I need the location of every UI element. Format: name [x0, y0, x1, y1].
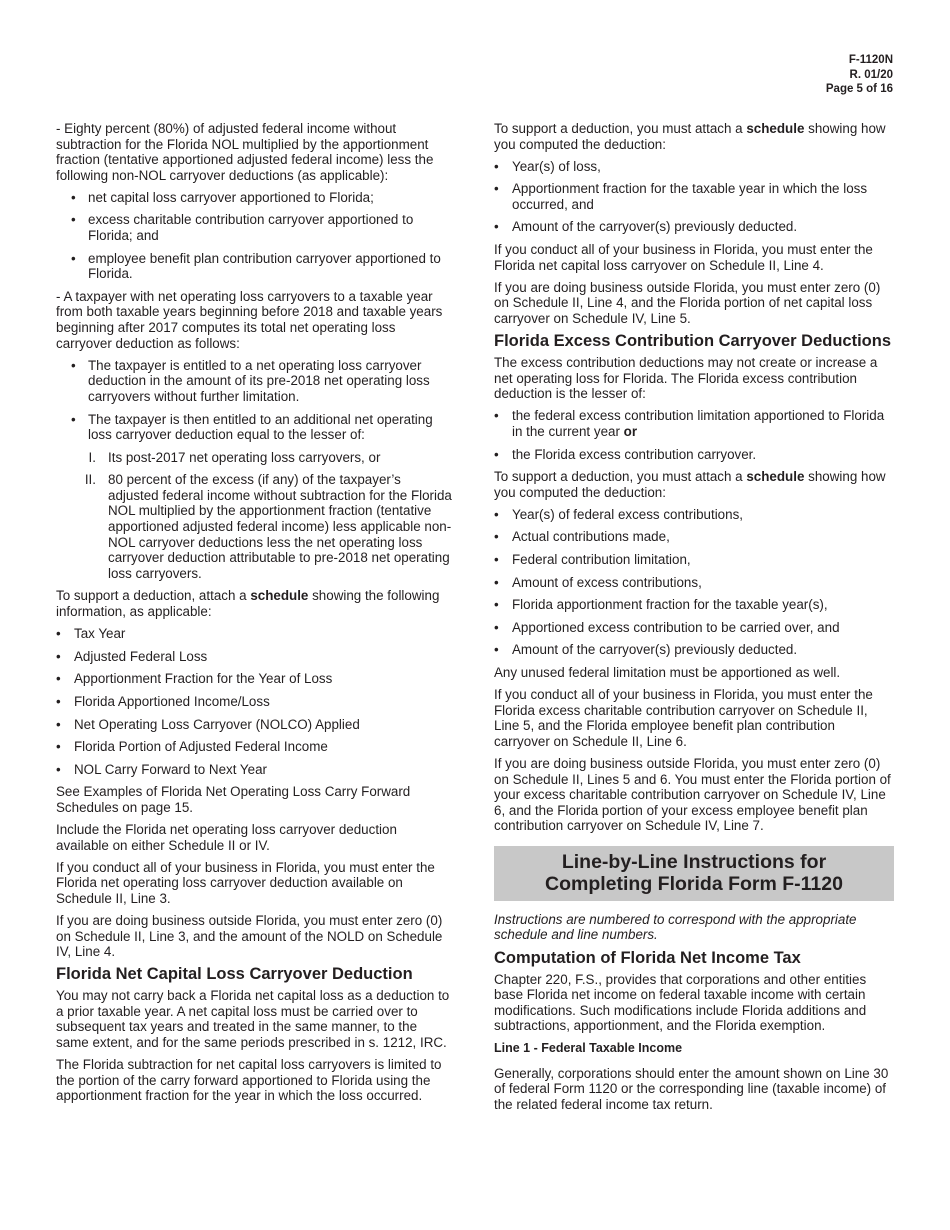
paragraph: See Examples of Florida Net Operating Loss Carry Forward Schedules on page 15.: [56, 784, 411, 815]
paragraph: Chapter 220, F.S., provides that corporations and other entities base Florida net income on federal taxable income with certain modifications. Such modifications include Florida additions and subtractions, apportionment, and the Florida exemption.: [494, 971, 867, 1034]
right-column: [494, 121, 894, 1119]
paragraph: - Eighty percent (80%) of adjusted federal income without subtraction for the Florida NOL multiplied by the apportionment fraction (tentative apportioned adjusted federal income) less the following non-NOL carryover deductions (as applicable):: [56, 121, 434, 183]
list-item: • Florida Apportioned Income/Loss: [56, 694, 453, 710]
list-item: • Net Operating Loss Carryover (NOLCO) Applied: [56, 717, 453, 733]
lesser-of-list: [494, 408, 894, 462]
roman-numeral: II.: [84, 472, 96, 488]
paragraph: If you are doing business outside Florida, you must enter zero (0) on Schedule II, Lines 5 and 6. You must enter the Florida portion of your excess charitable contribution carryover on Schedule IV, Line 6, and the Florida portion of your excess employee benefit plan contribution carryover on Schedule IV, Line 7.: [494, 755, 891, 834]
list-item: • employee benefit plan contribution carryover apportioned to Florida.: [56, 251, 453, 282]
list-item: • net capital loss carryover apportioned to Florida;: [56, 190, 453, 206]
list-item: • Amount of excess contributions,: [494, 575, 894, 591]
section-heading-computation: Computation of Florida Net Income Tax: [494, 948, 801, 967]
list-item: • Florida Portion of Adjusted Federal Income: [56, 739, 453, 755]
list-item-text: 80 percent of the excess (if any) of the taxpayer’s adjusted federal income without subtraction for the Florida NOL multiplied by the apportionment fraction (tentative apportioned adjusted federal income) less applicable non-NOL carryover deductions less the net operating loss carryover deduction attributable to pre-2018 net operating loss carryovers.: [108, 472, 452, 581]
page-header: [826, 53, 893, 97]
list-item: • NOL Carry Forward to Next Year: [56, 762, 453, 778]
roman-list: [56, 450, 453, 582]
list-item: • Apportionment fraction for the taxable year in which the loss occurred, and: [494, 181, 894, 212]
roman-numeral: I.: [88, 449, 96, 465]
list-item: • excess charitable contribution carryover apportioned to Florida; and: [56, 212, 453, 243]
list-item: • Amount of the carryover(s) previously deducted.: [494, 219, 894, 235]
paragraph: If you conduct all of your business in Florida, you must enter the Florida net operating loss carryover deduction available on Schedule II, Line 3.: [56, 859, 435, 906]
list-item: • The taxpayer is entitled to a net operating loss carryover deduction in the amount of its pre-2018 net operating loss carryovers without further limitation.: [56, 358, 453, 405]
paragraph: The Florida subtraction for net capital loss carryovers is limited to the portion of the carry forward apportioned to Florida using the apportionment fraction for the year in which the loss occurred.: [56, 1057, 442, 1104]
page-number: Page 5 of 16: [825, 83, 893, 95]
paragraph: To support a deduction, attach a schedule showing the following information, as applicable:: [56, 588, 440, 620]
list-item-text: Its post-2017 net operating loss carryovers, or: [108, 449, 381, 465]
list-item: • Year(s) of loss,: [494, 159, 894, 175]
paragraph: Generally, corporations should enter the amount shown on Line 30 of federal Form 1120 or the corresponding line (taxable income) of the related federal income tax return.: [494, 1065, 889, 1112]
list-item: • the federal excess contribution limitation apportioned to Florida in the current year or: [494, 408, 894, 439]
steps-list: [56, 358, 453, 443]
paragraph: - A taxpayer with net operating loss carryovers to a taxable year from both taxable years beginning before 2018 and taxable years beginning after 2017 computes its total net operating loss carryover deduction as follows:: [56, 288, 443, 351]
schedule-items-list: [56, 626, 453, 777]
list-item: [56, 472, 453, 581]
paragraph: If you conduct all of your business in Florida, you must enter the Florida net capital loss carryover on Schedule II, Line 4.: [494, 242, 873, 273]
list-item: [56, 450, 453, 466]
paragraph: You may not carry back a Florida net capital loss as a deduction to a prior taxable year. A net capital loss must be carried over to subsequent tax years and treated in the same manner, to the same extent, and for the same periods prescribed in s. 1212, IRC.: [56, 988, 450, 1050]
section-heading-excess-contribution: Florida Excess Contribution Carryover Deductions: [494, 332, 891, 351]
line-by-line-banner: Line-by-Line Instructions for Completing Florida Form F-1120: [494, 846, 894, 901]
paragraph: The excess contribution deductions may not create or increase a net operating loss for Florida. The Florida excess contribution deduction is the lesser of:: [494, 355, 878, 402]
paragraph: Instructions are numbered to correspond with the appropriate schedule and line numbers.: [494, 911, 857, 943]
list-item: • Year(s) of federal excess contributions,: [494, 507, 894, 523]
list-item: • Actual contributions made,: [494, 529, 894, 545]
list-item: • The taxpayer is then entitled to an additional net operating loss carryover deduction equal to the lesser of:: [56, 412, 453, 443]
excess-schedule-list: [494, 507, 894, 658]
list-item: • Florida apportionment fraction for the taxable year(s),: [494, 597, 894, 613]
list-item: • Apportionment Fraction for the Year of Loss: [56, 671, 453, 687]
form-number: F-1120N: [848, 54, 893, 66]
form-revision: R. 01/20: [849, 68, 893, 81]
paragraph: If you are doing business outside Florida, you must enter zero (0) on Schedule II, Line 4, and the Florida portion of net capital loss carryover on Schedule IV, Line 5.: [494, 279, 881, 326]
paragraph: Any unused federal limitation must be apportioned as well.: [494, 664, 841, 680]
paragraph: Include the Florida net operating loss carryover deduction available on either Schedule II or IV.: [56, 821, 397, 853]
non-nol-list: [56, 190, 453, 282]
paragraph: If you are doing business outside Florida, you must enter zero (0) on Schedule II, Line 3, and the amount of the NOLD on Schedule IV, Line 4.: [56, 912, 443, 960]
list-item: • Amount of the carryover(s) previously deducted.: [494, 642, 894, 658]
list-item: • Tax Year: [56, 626, 453, 642]
list-item: • the Florida excess contribution carryover.: [494, 447, 894, 463]
left-column: [56, 121, 453, 1110]
list-item: • Apportioned excess contribution to be carried over, and: [494, 620, 894, 636]
list-item: • Federal contribution limitation,: [494, 552, 894, 568]
capital-schedule-list: [494, 159, 894, 235]
section-heading-capital-loss: Florida Net Capital Loss Carryover Deduction: [56, 965, 413, 984]
paragraph: To support a deduction, you must attach a schedule showing how you computed the deduction:: [494, 469, 886, 500]
list-item: • Adjusted Federal Loss: [56, 649, 453, 665]
paragraph: To support a deduction, you must attach a schedule showing how you computed the deduction:: [494, 121, 886, 152]
paragraph: If you conduct all of your business in Florida, you must enter the Florida excess charitable contribution carryover on Schedule II, Line 5, and the Florida employee benefit plan contribution carryover on Schedule II, Line 6.: [494, 687, 873, 749]
subheading-line-1: Line 1 - Federal Taxable Income: [494, 1040, 683, 1055]
